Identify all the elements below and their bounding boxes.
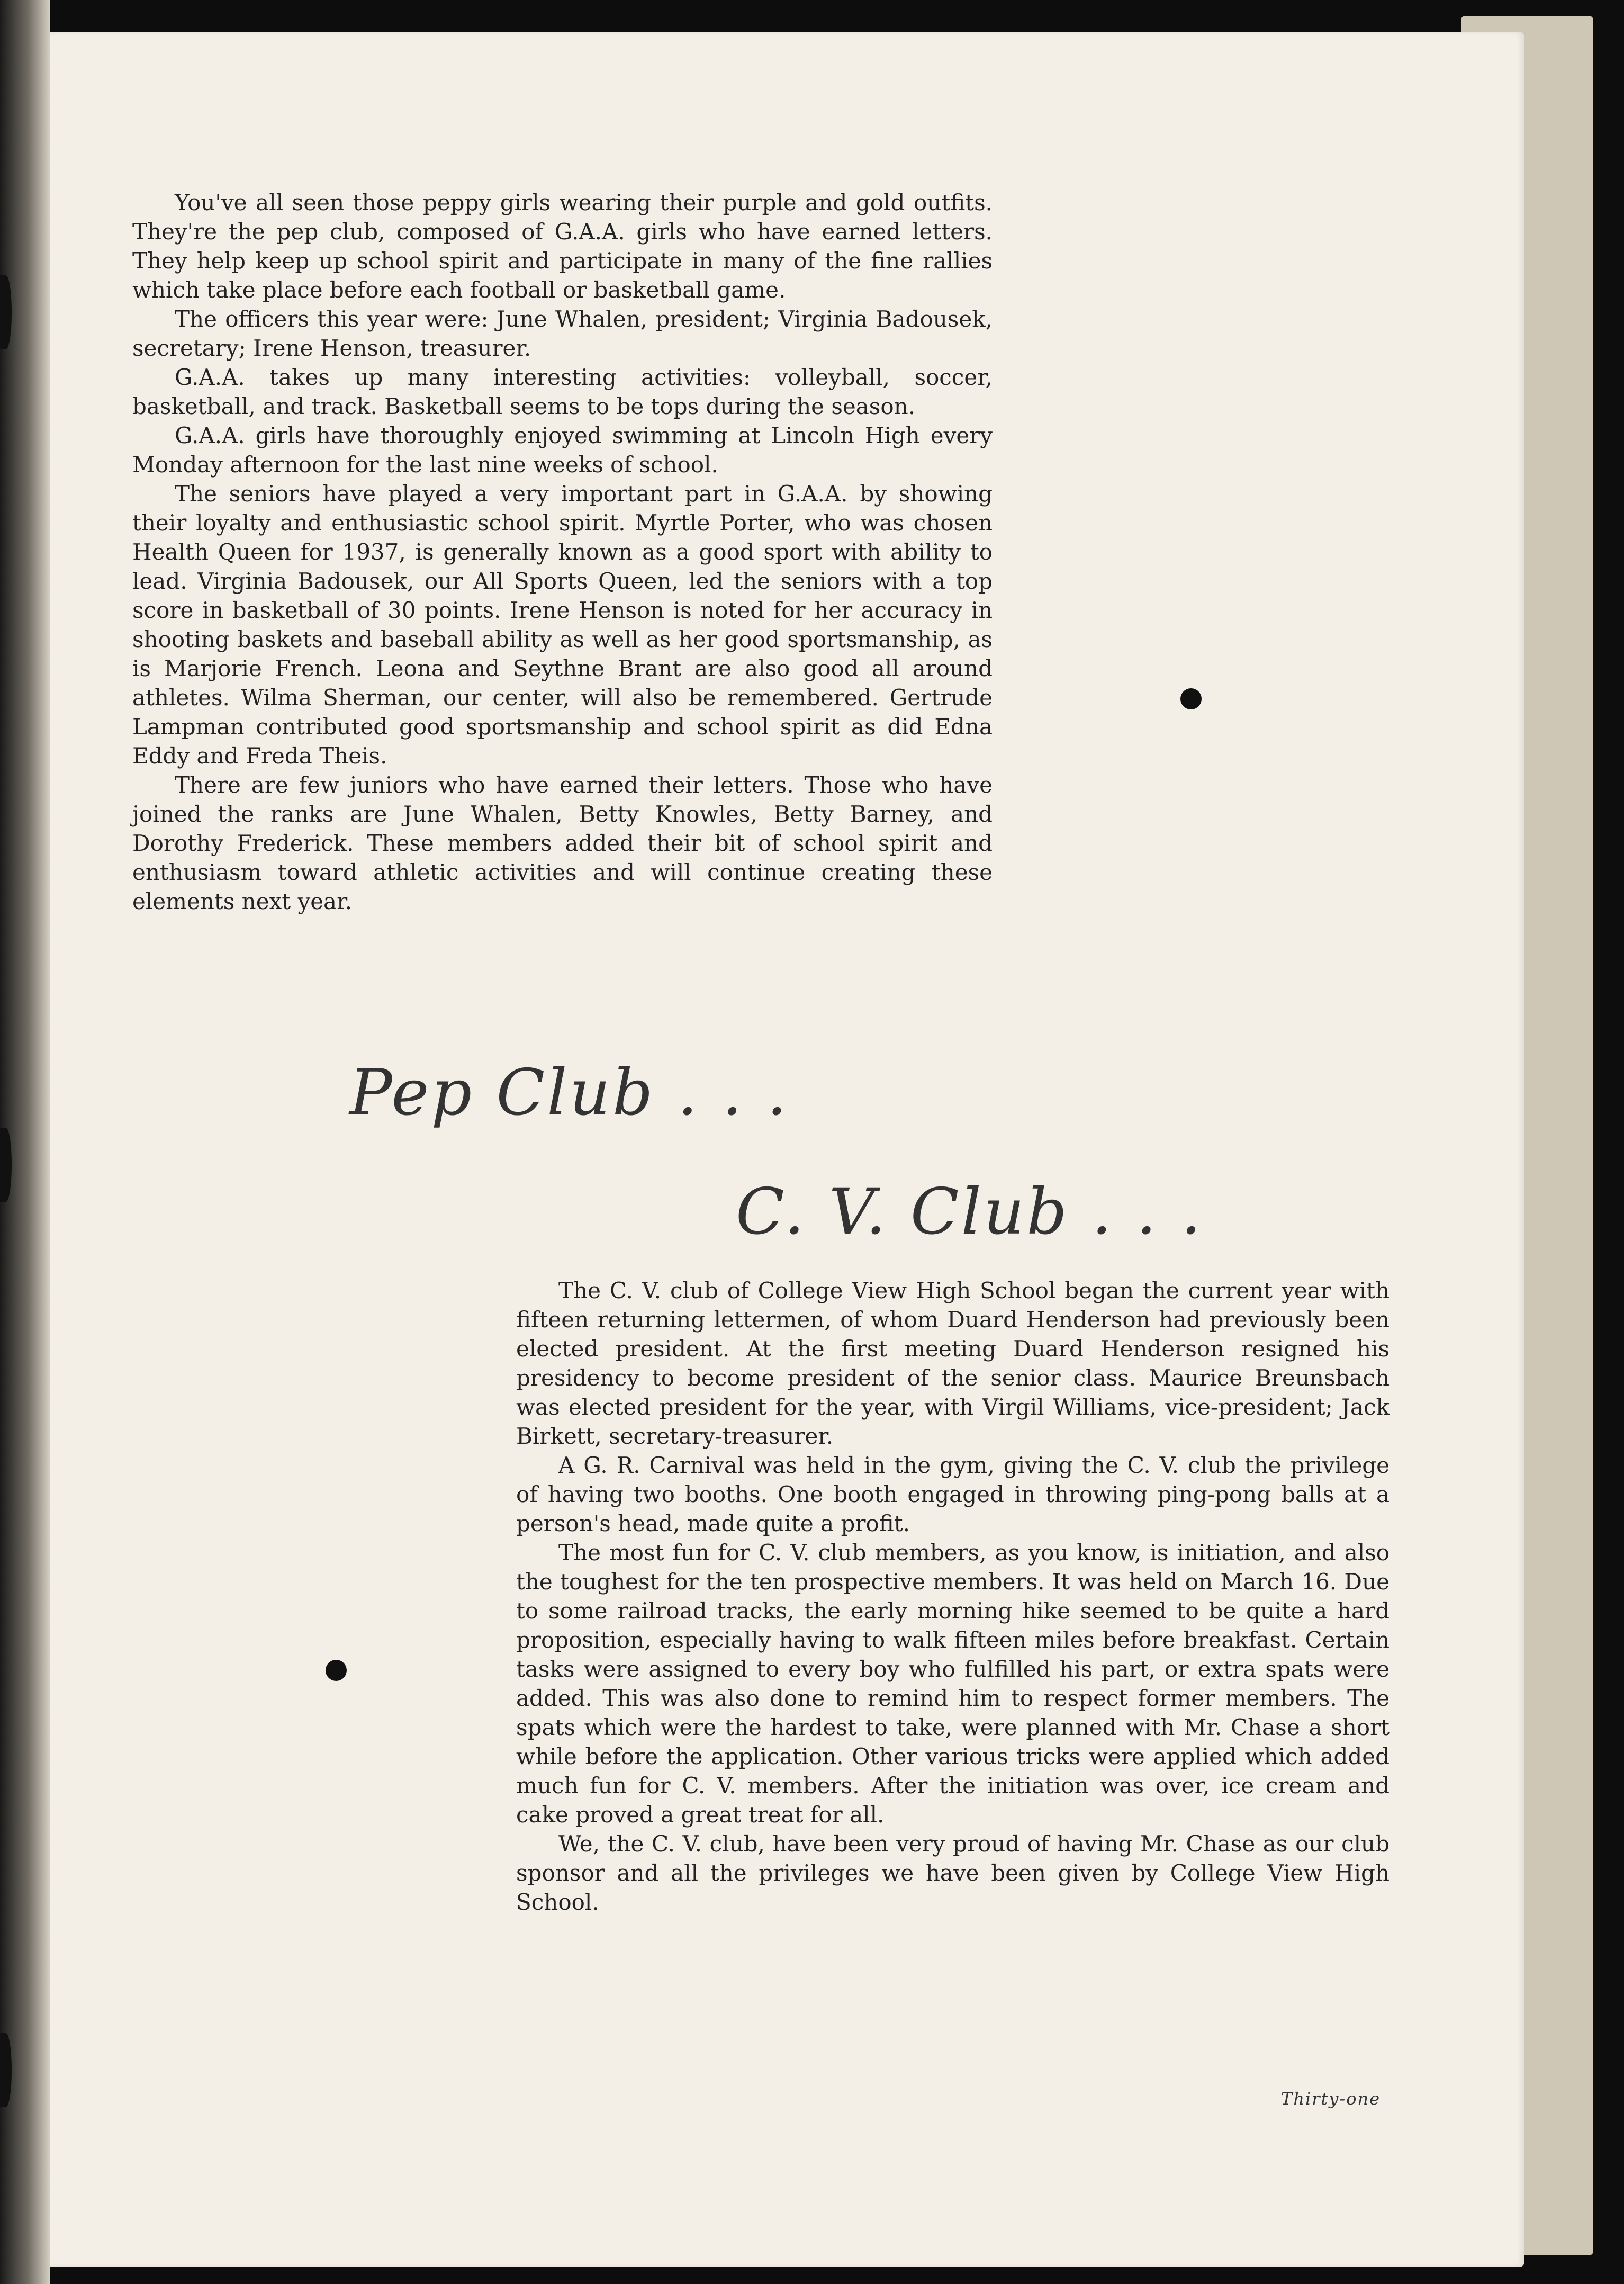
binder-hole [0, 2033, 12, 2107]
cv-club-article [516, 1276, 1390, 1917]
article-paragraph: There are few juniors who have earned their letters. Those who have joined the ranks are June Whalen, Betty Knowles, Betty Barney, and Dorothy Frederick. These members added their bit of school spirit and enthusiasm toward athletic activities and will continue creating these elements next year. [132, 772, 993, 914]
article-paragraph: G.A.A. girls have thoroughly enjoyed swimming at Lincoln High every Monday afternoon for the last nine weeks of school. [132, 422, 993, 478]
article-paragraph: We, the C. V. club, have been very proud of having Mr. Chase as our club sponsor and all the privileges we have been given by College View High School. [516, 1831, 1390, 1915]
gaa-article [132, 188, 993, 916]
article-paragraph: A G. R. Carnival was held in the gym, giving the C. V. club the privilege of having two booths. One booth engaged in throwing ping-pong balls at a person's head, made quite a profit. [516, 1452, 1390, 1536]
article-paragraph: G.A.A. takes up many interesting activities: volleyball, soccer, basketball, and track. Basketball seems to be tops during the season. [132, 364, 993, 419]
pep-club-heading: Pep Club . . . [349, 1056, 789, 1130]
article-paragraph: The C. V. club of College View High School began the current year with fifteen returning lettermen, of whom Duard Henderson had previously been elected president. At the first meeting Duard Henderson resigned his presidency to become president of the senior class. Maurice Breunsbach was elected president for the year, with Virgil Williams, vice-president; Jack Birkett, secretary-treasurer. [516, 1278, 1390, 1449]
punch-dot [1180, 688, 1202, 709]
article-paragraph: You've all seen those peppy girls wearing their purple and gold outfits. They're the pep club, composed of G.A.A. girls who have earned letters. They help keep up school spirit and participate in many of the fine rallies which take place before each football or basketball game. [132, 190, 993, 303]
binder-hole [0, 1128, 12, 1202]
article-paragraph: The most fun for C. V. club members, as you know, is initiation, and also the toughest for the ten prospective members. It was held on March 16. Due to some railroad tracks, the early morning hike seemed to be quite a hard proposition, especially having to walk fifteen miles before breakfast. Certain tasks were assigned to every boy who fulfilled his part, or extra spats were added. This was also done to remind him to respect former members. The spats which were the hardest to take, were planned with Mr. Chase a short while before the application. Other various tricks were applied which added much fun for C. V. members. After the initiation was over, ice cream and cake proved a great treat for all. [516, 1540, 1390, 1828]
cv-club-heading: C. V. Club . . . [736, 1175, 1203, 1249]
punch-dot [326, 1660, 347, 1681]
page-number: Thirty-one [1281, 2089, 1381, 2109]
binder-hole [0, 275, 12, 349]
article-paragraph: The seniors have played a very important part in G.A.A. by showing their loyalty and enthusiastic school spirit. Myrtle Porter, who was chosen Health Queen for 1937, is generally known as a good sport with ability to lead. Virginia Badousek, our All Sports Queen, led the seniors with a top score in basketball of 30 points. Irene Henson is noted for her accuracy in shooting baskets and baseball ability as well as her good sportsmanship, as is Marjorie French. Leona and Seythne Brant are also good all around athletes. Wilma Sherman, our center, will also be remembered. Gertrude Lampman contributed good sportsmanship and school spirit as did Edna Eddy and Freda Theis. [132, 481, 993, 769]
article-paragraph: The officers this year were: June Whalen, president; Virginia Badousek, secretary; Irene Henson, treasurer. [132, 306, 993, 361]
